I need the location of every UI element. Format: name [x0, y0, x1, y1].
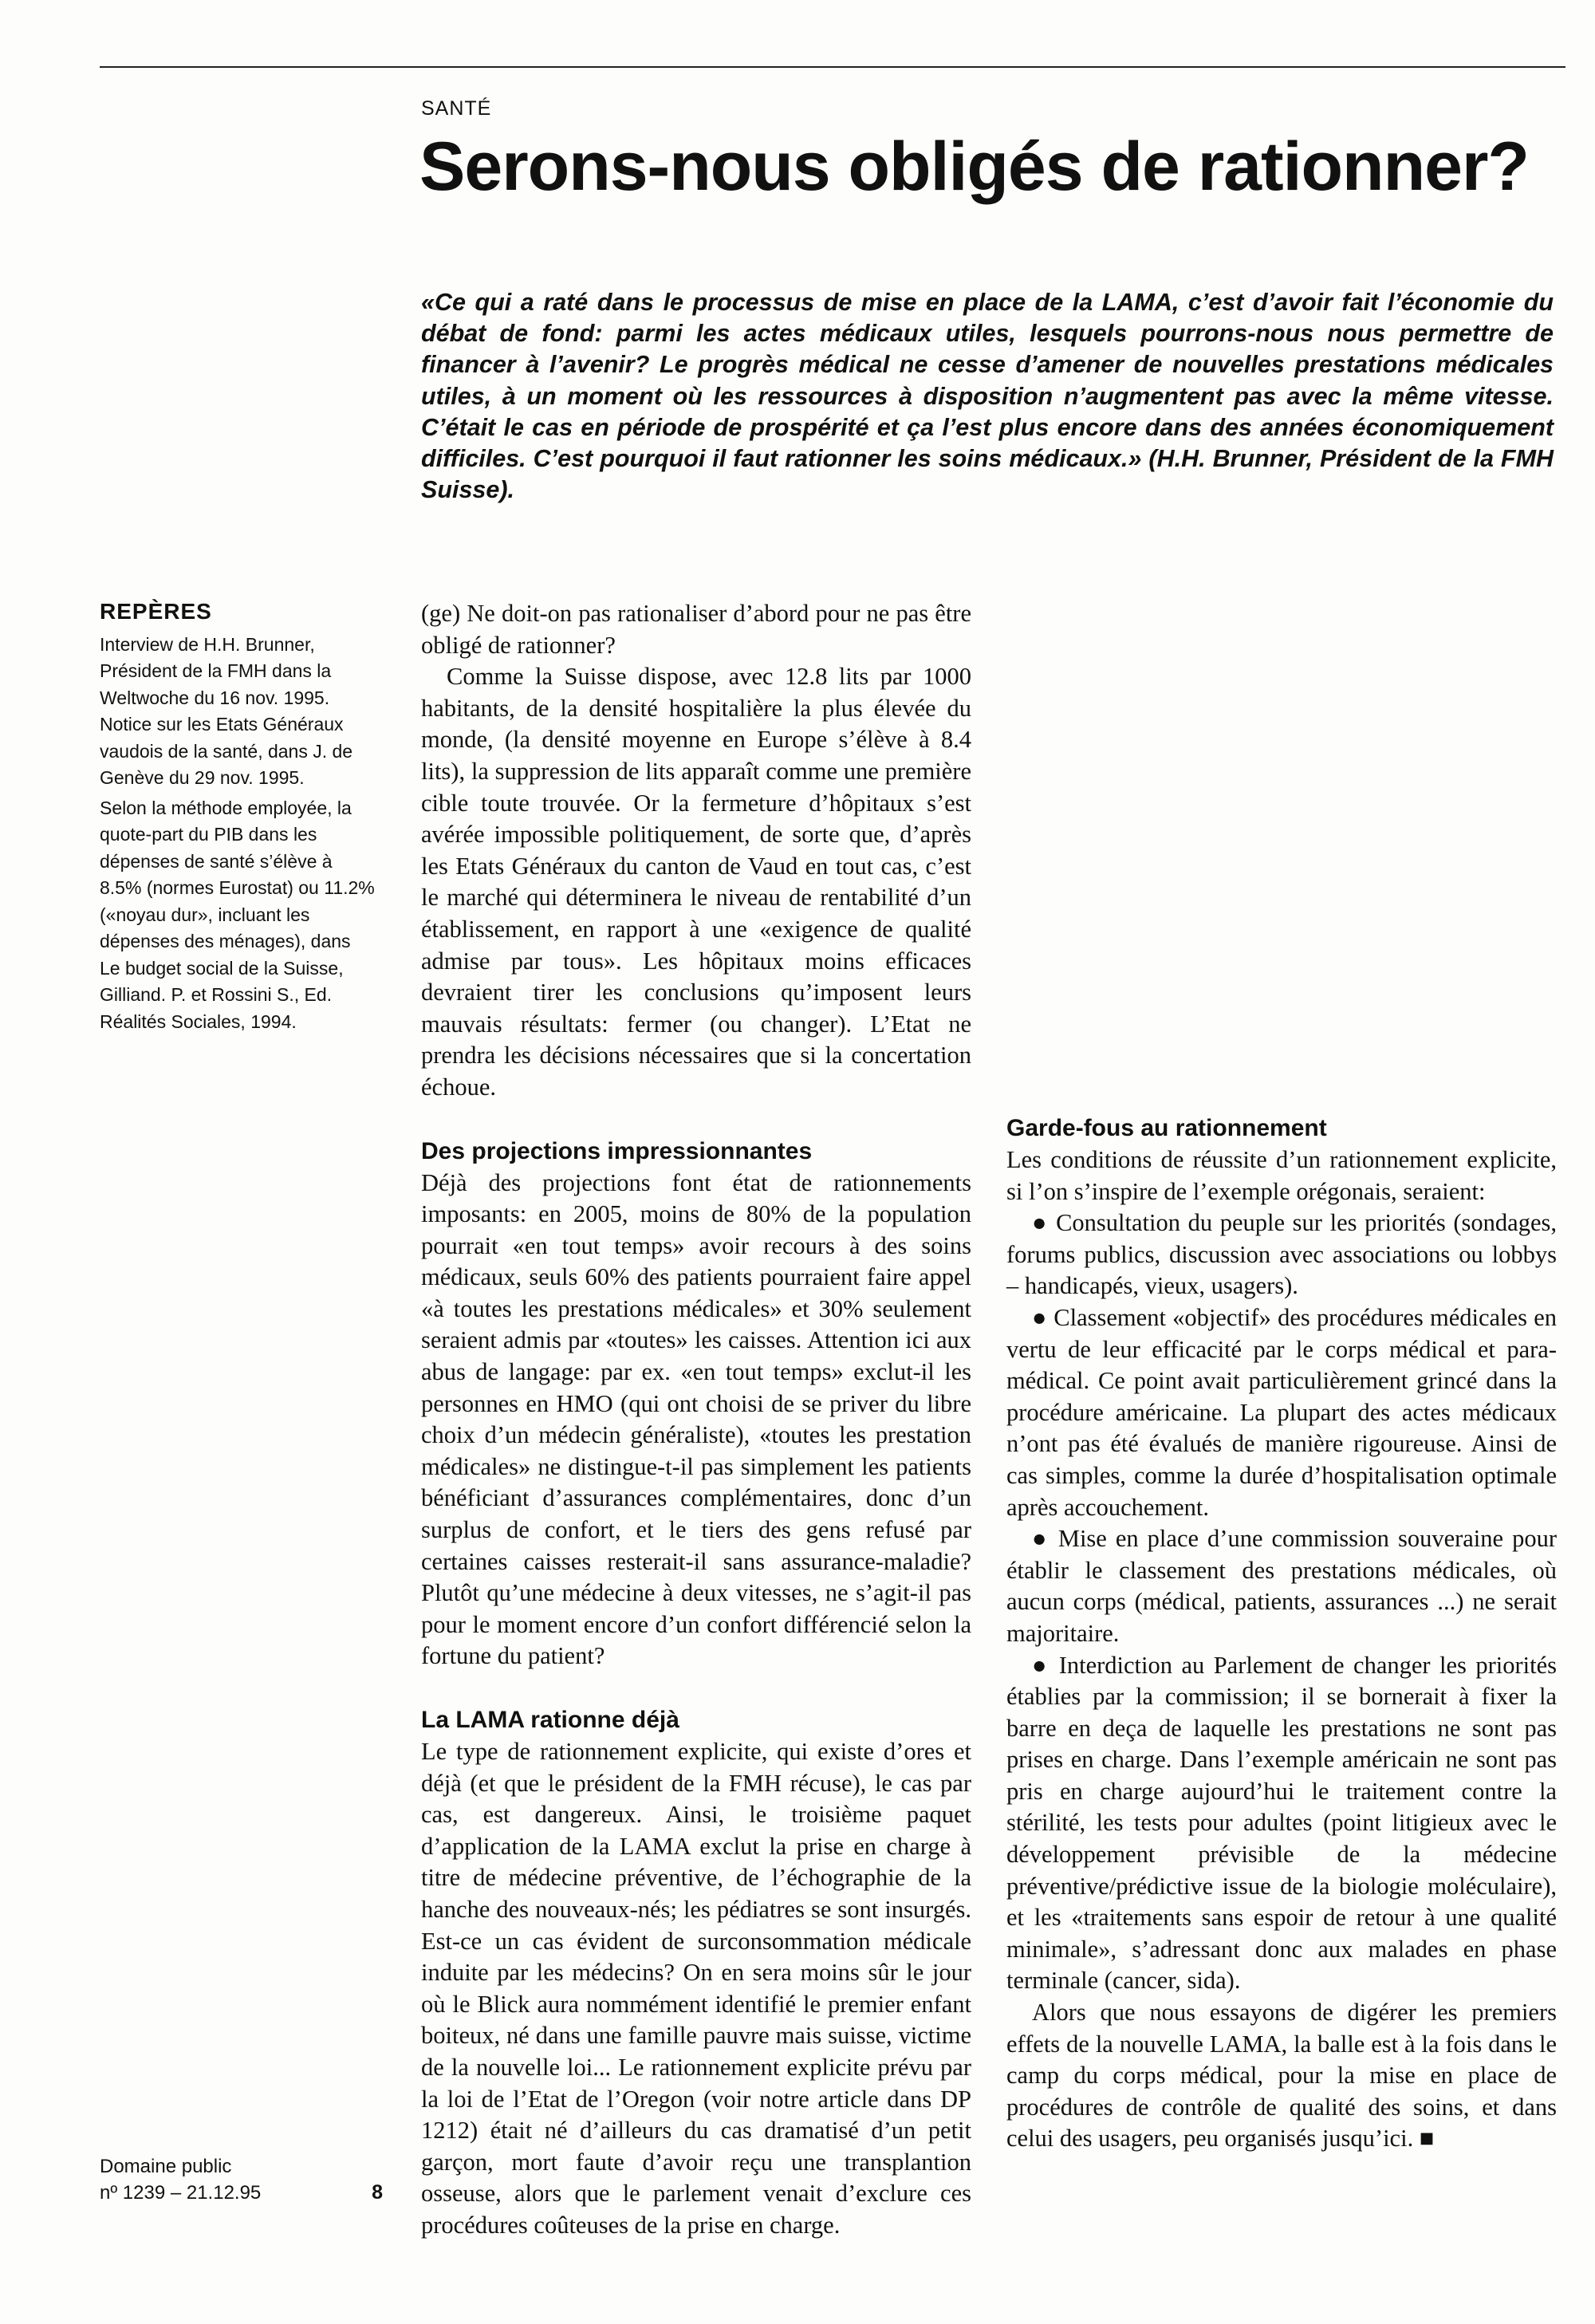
paragraph: (ge) Ne doit-on pas rationaliser d’abord pour ne pas être obligé de rationner? — [421, 600, 971, 659]
publication-name: Domaine public — [100, 2156, 232, 2177]
bullet-item: ● Interdiction au Parlement de changer les priorités établies par la commission; il se bornerait à fixer la barre en deça de laquelle les prestations ne sont pas prises en charge. Dans l’exemple américain ne sont pas pris en charge aujourd’hui le traitement contre la stérilité, les tests pour adultes (point litigieux avec le développement prévisible de la médecine préventive/prédictive issue de la biologie moléculaire), et les «traitements sans espoir de retour à une qualité minimale», s’adressant donc aux malades en phase terminale (cancer, sida). — [1006, 1651, 1557, 1995]
sidebar-heading: REPÈRES — [100, 599, 212, 624]
header-rule — [100, 66, 1565, 68]
sidebar-paragraph: Interview de H.H. Brunner, Président de la FMH dans la Weltwoche du 16 nov. 1995. Notice sur les Etats Généraux vaudois de la santé, dans J. de Genève du 29 nov. 1995. — [100, 633, 353, 788]
sidebar-paragraph: Selon la méthode employée, la quote-part du PIB dans les dépenses de santé s’élève à 8.5% (normes Eurostat) ou 11.2% («noyau dur», incluant les dépenses des ménages), dans Le budget social de la Suisse, Gilliand. P. et Rossini S., Ed. Réalités Sociales, 1994. — [100, 797, 375, 1032]
subheading-projections: Des projections impressionnantes — [421, 1137, 813, 1164]
article-column-1 — [421, 598, 971, 2242]
paragraph: Déjà des projections font état de rationnements imposants: en 2005, moins de 80% de la population pourrait «en tout temps» avoir recours à des soins médicaux, seuls 60% des patients pourraient faire appel «à toutes les prestations médicales» et 30% seulement seraient admis par «toutes» les caisses. Attention ici aux abus de langage: par ex. «en tout temps» exclut-il les personnes en HMO (qui ont choisi de se priver du libre choix d’un médecin généraliste), «toutes les prestation médicales» ne distingue-t-il pas simplement les patients bénéficiant d’assurances complémentaires, donc d’un surplus de confort, et le tiers des gens refusé par certaines caisses resterait-il sans assurance-maladie? Plutôt qu’une médecine à deux vitesses, ne s’agit-il pas pour le moment encore d’un confort différencié selon la fortune du patient? — [421, 1168, 971, 1670]
article-column-2 — [1006, 1113, 1557, 2155]
subheading-lama: La LAMA rationne déjà — [421, 1707, 679, 1733]
paragraph: Alors que nous essayons de digérer les premiers effets de la nouvelle LAMA, la balle est à la fois dans le camp du corps médical, pour la mise en place de procédures de contrôle de qualité des soins, et dans celui des usagers, peu organisés jusqu’ici. ■ — [1006, 1999, 1557, 2153]
paragraph: Le type de rationnement explicite, qui existe d’ores et déjà (et que le président de la FMH récuse), le cas par cas, est dangereux. Ainsi, le troisième paquet d’application de la LAMA exclut la prise en charge à titre de médecine préventive, de l’échographie de la hanche des nouveaux-nés; les pédiatres se sont insurgés. Est-ce un cas évident de surconsommation médicale induite par les médecins? On en sera moins sûr le jour où le Blick aura nommément identifié le premier enfant boiteux, né dans une famille pauvre mais suisse, victime de la nouvelle loi... Le rationnement explicite prévu par la loi de l’Etat de l’Oregon (voir notre article dans DP 1212) était né d’ailleurs du cas dramatisé d’un petit garçon, mort faute d’avoir reçu une transplantion osseuse, alors que le parlement venait d’exclure ces procédures coûteuses de la prise en charge. — [421, 1738, 971, 2239]
article-title: Serons-nous obligés de rationner? — [419, 128, 1529, 205]
bullet-item: ● Mise en place d’une commission souveraine pour établir le classement des prestations médicales, où aucun corps (médical, patients, assurances ...) ne serait majoritaire. — [1006, 1525, 1557, 1647]
bullet-item: ● Consultation du peuple sur les priorités (sondages, forums publics, discussion avec associations ou lobbys – handicapés, vieux, usagers). — [1006, 1209, 1557, 1300]
paragraph: Les conditions de réussite d’un rationnement explicite, si l’on s’inspire de l’exemple orégonais, seraient: — [1006, 1146, 1557, 1205]
page-footer — [100, 2153, 383, 2206]
lead-quote: «Ce qui a raté dans le processus de mise en place de la LAMA, c’est d’avoir fait l’économie du débat de fond: parmi les actes médicaux utiles, lesquels pourrons-nous nous permettre de financer à l’avenir? Le progrès médical ne cesse d’amener de nouvelles prestations médicales utiles, à un moment où les ressources à disposition n’augmentent pas avec la même vitesse. C’était le cas en période de prospérité et ça l’est plus encore dans des années économiquement difficiles. C’est pourquoi il faut rationner les soins médicaux.» (H.H. Brunner, Président de la FMH Suisse). — [421, 289, 1554, 504]
reperes-sidebar — [100, 598, 375, 1038]
page-number: 8 — [372, 2181, 383, 2204]
subheading-garde-fous: Garde-fous au rationnement — [1006, 1115, 1327, 1141]
section-rubric: SANTÉ — [421, 97, 492, 120]
issue-number: nº 1239 – 21.12.95 — [100, 2182, 262, 2204]
bullet-item: ● Classement «objectif» des procédures médicales en vertu de leur efficacité par le corps médical et para-médical. Ce point avait particulièrement grincé dans la procédure américaine. La plupart des actes médicaux n’ont pas été évalués de manière rigoureuse. Ainsi de cas simples, comme la durée d’hospitalisation optimale après accouchement. — [1006, 1303, 1557, 1521]
paragraph: Comme la Suisse dispose, avec 12.8 lits par 1000 habitants, de la densité hospitalière la plus élevée du monde, (la densité moyenne en Europe s’élève à 8.4 lits), la suppression de lits apparaît comme une première cible toute trouvée. Or la fermeture d’hôpitaux s’est avérée impossible politiquement, de sorte que, d’après les Etats Généraux du canton de Vaud en tout cas, c’est le marché qui déterminera le niveau de rentabilité d’un établissement, en rapport à une «exigence de qualité admise par tous». Les hôpitaux moins efficaces devraient tirer les conclusions qu’imposent leurs mauvais résultats: fermer (ou changer). L’Etat ne prendra les décisions nécessaires que si la concertation échoue. — [421, 663, 971, 1101]
